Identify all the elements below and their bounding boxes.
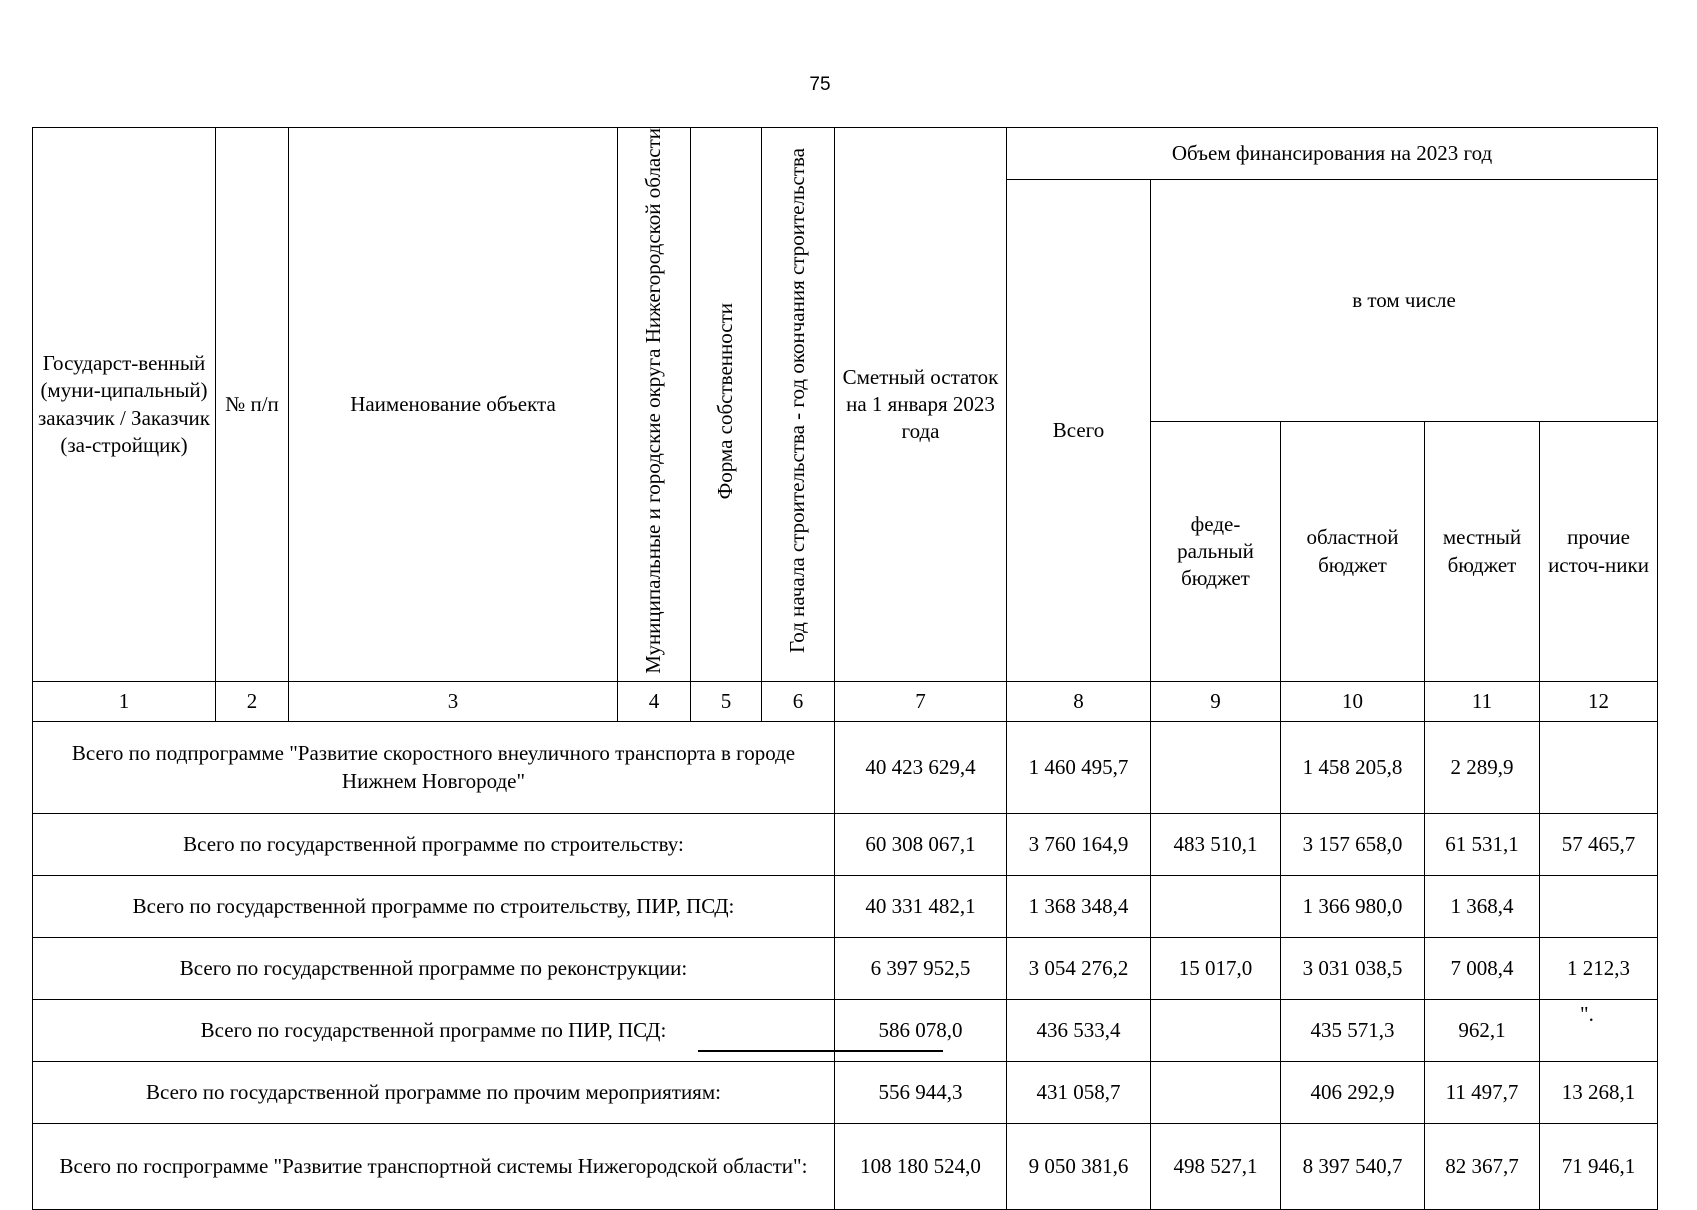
row-regional: 8 397 540,7: [1281, 1124, 1425, 1210]
row-remaining: 6 397 952,5: [835, 938, 1007, 1000]
column-number: 3: [289, 682, 618, 722]
row-local: 11 497,7: [1425, 1062, 1540, 1124]
row-local: 7 008,4: [1425, 938, 1540, 1000]
row-regional: 1 458 205,8: [1281, 722, 1425, 814]
column-number: 1: [33, 682, 216, 722]
row-federal: [1151, 876, 1281, 938]
funding-table: [32, 127, 1658, 1210]
row-other: [1540, 876, 1658, 938]
row-local: 1 368,4: [1425, 876, 1540, 938]
row-name: Всего по государственной программе по реконструкции:: [33, 938, 835, 1000]
row-other: [1540, 722, 1658, 814]
closing-quote-mark: ".: [1580, 1002, 1594, 1026]
column-number: 12: [1540, 682, 1658, 722]
table-row: [33, 814, 1658, 876]
page-number: 75: [809, 74, 831, 95]
row-regional: 1 366 980,0: [1281, 876, 1425, 938]
header-regional-budget: областной бюджет: [1281, 422, 1425, 682]
row-total: 431 058,7: [1007, 1062, 1151, 1124]
column-number: 9: [1151, 682, 1281, 722]
column-number: 8: [1007, 682, 1151, 722]
header-object-name: Наименование объекта: [289, 128, 618, 682]
header-construction-years-label: Год начала строительства - год окончания строительства: [785, 148, 810, 654]
row-total: 9 050 381,6: [1007, 1124, 1151, 1210]
row-local: 61 531,1: [1425, 814, 1540, 876]
row-total: 3 054 276,2: [1007, 938, 1151, 1000]
table-row: [33, 1000, 1658, 1062]
header-construction-years: [762, 128, 835, 682]
header-municipality-label: Муниципальные и городские округа Нижегородской области: [641, 128, 666, 674]
row-name: Всего по подпрограмме "Развитие скоростного внеуличного транспорта в городе Нижнем Новгороде": [33, 722, 835, 814]
header-total: Всего: [1007, 180, 1151, 682]
row-name: Всего по государственной программе по прочим мероприятиям:: [33, 1062, 835, 1124]
row-remaining: 40 331 482,1: [835, 876, 1007, 938]
table-row: [33, 1124, 1658, 1210]
header-customer: Государст-венный (муни-ципальный) заказчик / Заказчик (за-стройщик): [33, 128, 216, 682]
row-remaining: 556 944,3: [835, 1062, 1007, 1124]
header-item-number: № п/п: [216, 128, 289, 682]
row-federal: 498 527,1: [1151, 1124, 1281, 1210]
header-ownership: [691, 128, 762, 682]
row-name: Всего по государственной программе по строительству, ПИР, ПСД:: [33, 876, 835, 938]
column-number: 10: [1281, 682, 1425, 722]
table-row: [33, 722, 1658, 814]
row-federal: [1151, 1062, 1281, 1124]
row-federal: [1151, 722, 1281, 814]
column-number: 6: [762, 682, 835, 722]
row-remaining: 40 423 629,4: [835, 722, 1007, 814]
row-other: 13 268,1: [1540, 1062, 1658, 1124]
column-number: 11: [1425, 682, 1540, 722]
row-total: 1 368 348,4: [1007, 876, 1151, 938]
header-estimated-remaining: Сметный остаток на 1 января 2023 года: [835, 128, 1007, 682]
column-number-row: [33, 682, 1658, 722]
row-other: [1540, 1000, 1658, 1062]
header-ownership-label: Форма собственности: [713, 302, 738, 500]
row-federal: 483 510,1: [1151, 814, 1281, 876]
row-regional: 3 157 658,0: [1281, 814, 1425, 876]
header-funding-group: Объем финансирования на 2023 год: [1007, 128, 1658, 180]
row-federal: 15 017,0: [1151, 938, 1281, 1000]
column-number: 2: [216, 682, 289, 722]
row-other: 71 946,1: [1540, 1124, 1658, 1210]
header-municipality: [618, 128, 691, 682]
column-number: 4: [618, 682, 691, 722]
row-remaining: 586 078,0: [835, 1000, 1007, 1062]
row-total: 1 460 495,7: [1007, 722, 1151, 814]
column-number: 5: [691, 682, 762, 722]
end-divider: [698, 1050, 943, 1052]
row-remaining: 60 308 067,1: [835, 814, 1007, 876]
header-local-budget: местный бюджет: [1425, 422, 1540, 682]
row-regional: 435 571,3: [1281, 1000, 1425, 1062]
row-name: Всего по государственной программе по ПИР, ПСД:: [33, 1000, 835, 1062]
table-row: [33, 1062, 1658, 1124]
column-number: 7: [835, 682, 1007, 722]
row-local: 82 367,7: [1425, 1124, 1540, 1210]
header-other-sources: прочие источ-ники: [1540, 422, 1658, 682]
row-total: 3 760 164,9: [1007, 814, 1151, 876]
row-name: Всего по госпрограмме "Развитие транспортной системы Нижегородской области":: [33, 1124, 835, 1210]
table-row: [33, 938, 1658, 1000]
row-other: 1 212,3: [1540, 938, 1658, 1000]
row-regional: 406 292,9: [1281, 1062, 1425, 1124]
row-remaining: 108 180 524,0: [835, 1124, 1007, 1210]
row-federal: [1151, 1000, 1281, 1062]
table-row: [33, 876, 1658, 938]
row-total: 436 533,4: [1007, 1000, 1151, 1062]
row-local: 962,1: [1425, 1000, 1540, 1062]
header-federal-budget: феде-ральный бюджет: [1151, 422, 1281, 682]
row-regional: 3 031 038,5: [1281, 938, 1425, 1000]
row-name: Всего по государственной программе по строительству:: [33, 814, 835, 876]
row-other: 57 465,7: [1540, 814, 1658, 876]
header-including: в том числе: [1151, 180, 1658, 422]
row-local: 2 289,9: [1425, 722, 1540, 814]
